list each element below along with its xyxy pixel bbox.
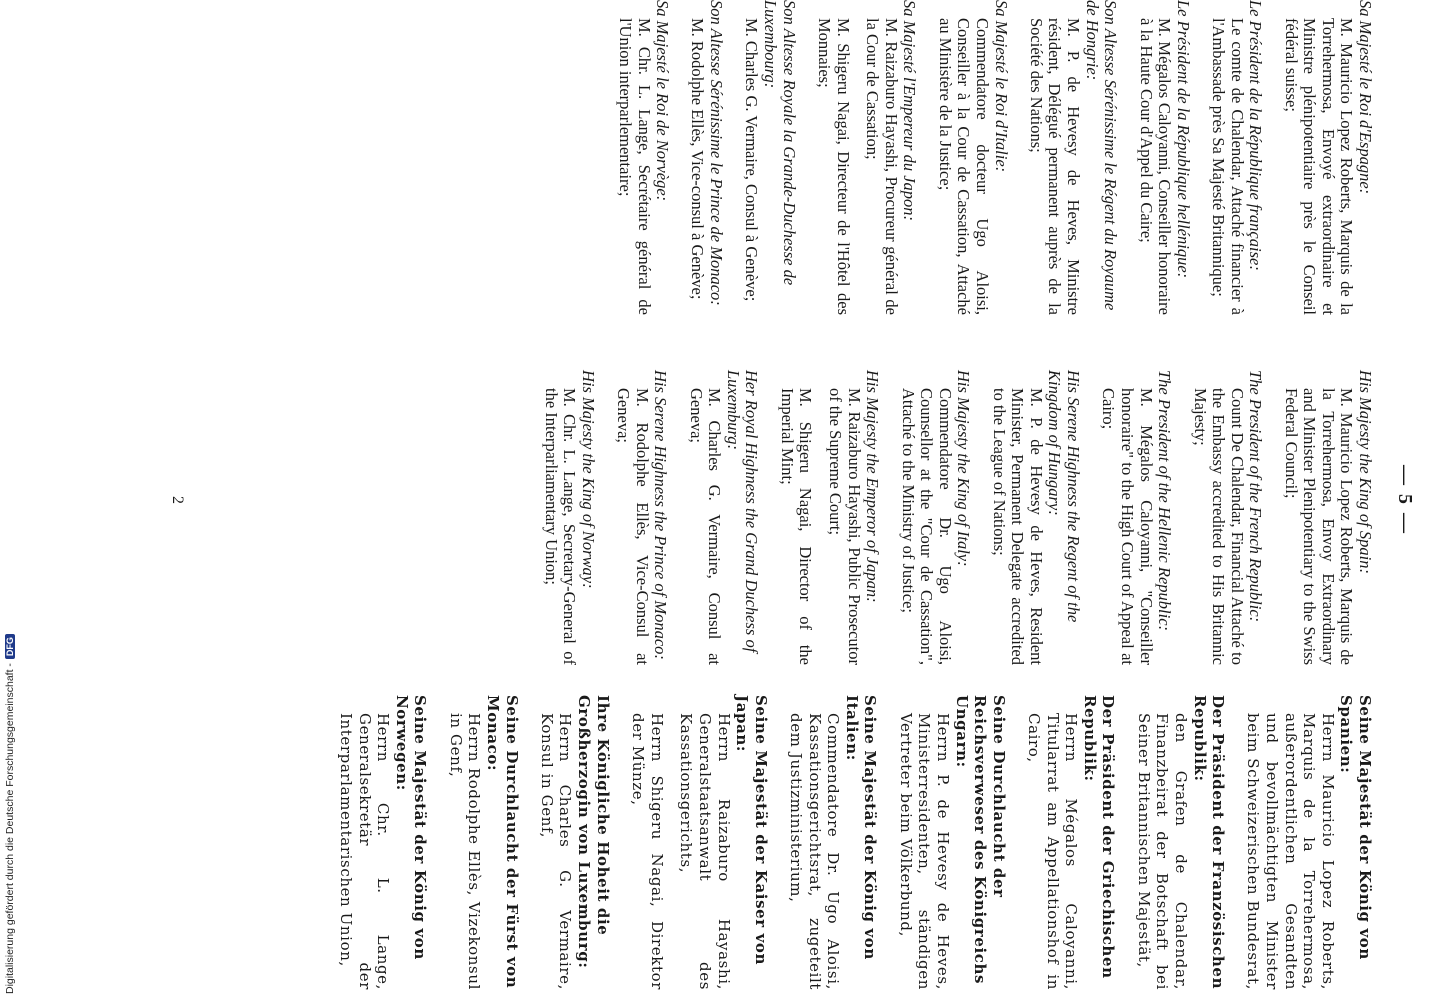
french-entry	[1136, 0, 1192, 315]
german-entry	[336, 695, 429, 990]
french-entry-plenipotentiary: M. P. de Hevesy de Heves, Ministre résident, Délégué permanent auprès de la Société des Nations;	[1026, 18, 1084, 315]
english-entry-plenipotentiary: Commendatore Dr. Ugo Aloisi, Counsellor at the "Cour de Cassation", Attaché to the Ministry of Justice;	[898, 388, 955, 665]
french-entry-sovereign: Son Altesse Sérénissime le Prince de Monaco:	[707, 0, 727, 306]
french-entry-sovereign: Sa Majesté le Roi de Norvège:	[653, 0, 673, 202]
english-entry-plenipotentiary: Count De Chalendar, Financial Attaché to the Embassy accredited to His Britannic Majesty;	[1190, 388, 1247, 665]
french-entry-plenipotentiary: Commendatore docteur Ugo Aloisi, Conseiller à la Cour de Cassation, Attaché au Ministère de la Justice;	[935, 18, 992, 315]
french-entry-sovereign: Le Président de la République hellénique:	[1173, 0, 1193, 279]
footer-page-number: 2	[169, 496, 186, 504]
french-entry-sovereign: Le Président de la République française:	[1246, 0, 1266, 271]
english-entry-sovereign: His Majesty the King of Italy:	[954, 370, 974, 567]
english-entry-sovereign: Her Royal Highness the Grand Duchess of Luxemburg:	[723, 370, 762, 653]
german-entry-sovereign: Ihre Königliche Hoheit die Großherzogin von Luxemburg:	[575, 695, 612, 969]
german-entry-sovereign: Seine Majestät der König von Norwegen:	[392, 695, 430, 960]
english-entry	[686, 370, 760, 665]
german-entry	[677, 695, 770, 990]
german-entry-sovereign: Seine Majestät der Kaiser von Japan:	[733, 695, 770, 966]
german-entry	[786, 695, 879, 990]
french-entry-sovereign: Son Altesse Sérénissime le Régent du Royaume de Hongrie:	[1082, 0, 1121, 311]
german-entry	[1244, 695, 1374, 990]
french-entry-sovereign: Sa Majesté le Roi d'Italie:	[991, 0, 1011, 173]
german-entry-plenipotentiary: Herrn Rodolphe Ellès, Vizekonsul in Genf,	[446, 713, 484, 990]
german-entry-sovereign: Seine Majestät der König von Italien:	[842, 695, 880, 960]
english-entry	[541, 370, 597, 665]
english-entry-plenipotentiary: M. P. de Hevesy de Heves, Resident Minister, Permanent Delegate accredited to the League of Nations;	[989, 388, 1046, 665]
german-entry-sovereign: Seine Majestät der König von Spanien:	[1337, 695, 1374, 960]
german-entry-plenipotentiary: Herrn Mégalos Caloyanni, Titularrat am Appellationshof in Cairo,	[1025, 713, 1081, 990]
english-entry-plenipotentiary: M. Charles G. Vermaire, Consul at Geneva;	[686, 388, 725, 665]
english-entry-plenipotentiary: M. Mauricio Lopez Roberts, Marquis de la Torrehermosa, Envoy Extraordinary and Minister Plenipotentiary to the Swiss Federal Council;	[1281, 388, 1357, 665]
german-entry-plenipotentiary: den Grafen de Chalendar, Finanzbeirat der Botschaft bei Seiner Britannischen Majestät,	[1134, 713, 1190, 990]
english-entry	[989, 370, 1082, 665]
french-entry-plenipotentiary: M. Rodolphe Ellès, Vice-consul à Genève;	[688, 18, 708, 300]
french-entry-plenipotentiary: M. Shigeru Nagai, Directeur de l'Hôtel des Monnaies;	[814, 18, 853, 315]
french-entry	[863, 0, 919, 315]
german-entry	[1134, 695, 1227, 990]
french-entry-plenipotentiary: M. Mauricio Lopez Roberts, Marquis de la Torrehermosa, Envoyé extraordinaire et Ministre plénipotentiaire près le Conseil fédéral suisse;	[1281, 18, 1357, 315]
english-entry-sovereign: His Serene Highness the Prince of Monaco:	[651, 370, 671, 660]
english-column	[541, 370, 1374, 665]
english-entry	[1190, 370, 1264, 665]
english-entry-sovereign: His Majesty the King of Spain:	[1356, 370, 1375, 574]
french-entry-sovereign: Sa Majesté l'Empereur du Japon:	[900, 0, 920, 222]
english-entry	[777, 370, 814, 665]
german-entry-sovereign: Seine Durchlaucht der Reichsverweser des Königreichs Ungarn:	[952, 695, 1008, 985]
french-entry	[1026, 0, 1119, 315]
french-entry-plenipotentiary: M. Mégalos Caloyanni, Conseiller honoraire à la Haute Cour d'Appel du Caire;	[1136, 18, 1175, 315]
german-entry	[628, 695, 665, 990]
page-number: — 5 —	[1394, 465, 1416, 535]
english-entry	[898, 370, 972, 665]
french-entry	[688, 0, 725, 315]
french-entry	[742, 0, 798, 315]
english-entry	[1099, 370, 1173, 665]
english-entry	[825, 370, 881, 665]
english-entry-plenipotentiary: M. Rodolphe Ellès, Vice-Consul at Geneva;	[614, 388, 652, 665]
english-entry-plenipotentiary: M. Mégalos Caloyanni, "Conseiller honoraire" to the High Court of Appeal at Cairo;	[1099, 388, 1156, 665]
german-entry	[537, 695, 611, 990]
digitization-credit	[4, 614, 16, 994]
english-entry-plenipotentiary: M. Chr. L. Lange, Secretary-General of the Interparliamentary Union;	[541, 388, 580, 665]
english-entry	[614, 370, 670, 665]
german-entry-plenipotentiary: Herrn P. de Hevesy de Heves, Ministerresidenten, ständigen Vertreter beim Völkerbund,	[896, 713, 952, 990]
french-entry	[1281, 0, 1374, 315]
german-entry-plenipotentiary: Herrn Raizaburo Hayashi, Generalstaatsanwalt des Kassationsgerichts,	[677, 713, 733, 990]
german-entry-sovereign: Seine Durchlaucht der Fürst von Monaco:	[483, 695, 521, 989]
french-entry-sovereign: Sa Majesté le Roi d'Espagne:	[1356, 0, 1375, 195]
english-entry	[1281, 370, 1374, 665]
english-entry-sovereign: His Serene Highness the Regent of the Kingdom of Hungary:	[1045, 370, 1084, 623]
english-entry-plenipotentiary: M. Shigeru Nagai, Director of the Imperial Mint;	[777, 388, 816, 665]
english-entry-sovereign: His Majesty the Emperor of Japan:	[863, 370, 883, 603]
french-entry	[1209, 0, 1265, 315]
english-entry-sovereign: His Majesty the King of Norway:	[578, 370, 598, 589]
french-entry	[814, 0, 851, 315]
french-entry	[935, 0, 1009, 315]
french-entry-plenipotentiary: M. Chr. L. Lange, Secrétaire général de l'Union interparlementaire;	[615, 18, 654, 315]
german-entry-plenipotentiary: Herrn Charles G. Vermaire, Konsul in Genf,	[537, 713, 575, 990]
dfg-logo-icon: DFG	[5, 634, 15, 659]
german-entry	[896, 695, 1008, 990]
french-entry	[615, 0, 671, 315]
french-entry-sovereign: Son Altesse Royale la Grande-Duchesse de Luxembourg:	[761, 0, 799, 286]
german-entry-plenipotentiary: Commendatore Dr. Ugo Aloisi, Kassationsgerichtsrat, zugeteilt dem Justizministerium,	[787, 713, 843, 990]
german-entry-plenipotentiary: Herrn Chr. L. Lange, Generalsekretär der Interparlamentarischen Union,	[337, 713, 393, 990]
french-entry-plenipotentiary: Le comte de Chalendar, Attaché financier à l'Ambassade près Sa Majesté Britannique;	[1209, 18, 1247, 315]
german-entry	[446, 695, 520, 990]
french-entry-plenipotentiary: M. Raizaburo Hayashi, Procureur général de la Cour de Cassation;	[863, 18, 901, 315]
english-entry-sovereign: The President of the Hellenic Republic:	[1155, 370, 1175, 632]
credit-text: Digitalisierung gefördert durch die Deutsche Forschungsgemeinschaft -	[4, 663, 16, 994]
german-entry	[1024, 695, 1117, 990]
german-entry-plenipotentiary: Herrn Shigeru Nagai, Direktor der Münze,	[628, 713, 666, 990]
english-entry-plenipotentiary: M. Raizaburo Hayashi, Public Prosecutor of the Supreme Court;	[826, 388, 864, 665]
german-entry-plenipotentiary: Herrn Mauricio Lopez Roberts, Marquis de la Torrehermosa, außerordentlichen Gesandten und bevollmächtigten Minister beim Schweizerischen Bundesrat,	[1244, 713, 1337, 990]
french-entry-plenipotentiary: M. Charles G. Vermaire, Consul à Genève;	[742, 18, 762, 302]
english-entry-sovereign: The President of the French Republic:	[1246, 370, 1266, 623]
french-column	[615, 0, 1374, 315]
german-entry-sovereign: Der Präsident der Französischen Republik:	[1190, 695, 1228, 990]
german-entry-sovereign: Der Präsident der Griechischen Republik:	[1080, 695, 1118, 979]
german-column	[336, 695, 1374, 990]
